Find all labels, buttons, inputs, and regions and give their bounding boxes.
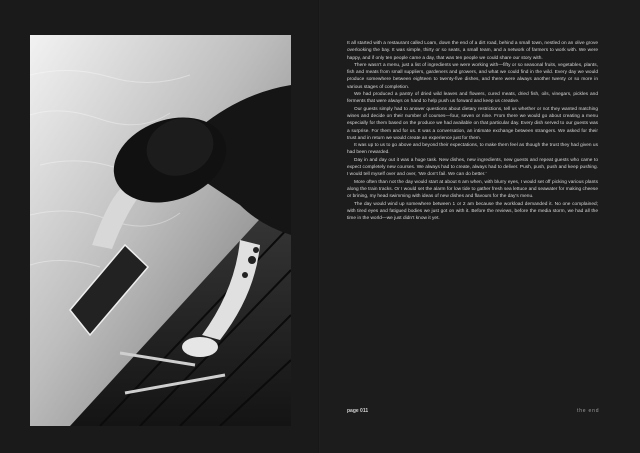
paragraph: Day in and day out it was a huge task. New dishes, new ingredients, new guests and repeat guests who came to expect completely new courses. We always had to create, always had to deliver. Push, push, push and keep pushing. I would tell myself over and over, ‘We don’t fail. We can do better.’ [347,157,598,178]
paragraph: The day would wind up somewhere between 1 or 2 am because the workload demanded it. No one complained; with tired eyes and fatigued bodies we just got on with it. Before the reviews, before the media storm, we had all the time in the world—we just didn’t know it yet. [347,201,598,222]
page-number: page 011 [347,408,369,414]
paragraph: We had produced a pantry of dried wild leaves and flowers, cured meats, dried fish, oils, vinegars, pickles and ferments that were always on hand to help push us forward and keep us creative. [347,92,598,105]
paragraph: It was up to us to go above and beyond their expectations, to make them feel as though the trust they had given us had been rewarded. [347,143,598,156]
paragraph: More often than not the day would start at about 6 am when, with blurry eyes, I would set off picking various plants along the train tracks. Or I would set the alarm for low tide to gather fresh sea lettuce and seawater for making cheese or brining, my head swimming with ideas of new dishes and flavours for the day’s menu. [347,179,598,200]
section-label: the end [577,408,600,414]
photo-man-washing-tray [30,35,291,426]
article-body [347,40,598,222]
paragraph: There wasn’t a menu, just a list of ingredients we were working with—fifty or so seasonal fruits, vegetables, plants, fish and meats from small suppliers, gardeners and growers, and what we could find in the wild. Every day we would produce somewhere between eighteen to twenty-five dishes, and there were always another twenty or so more in various stages of completion. [347,62,598,90]
paragraph: It all started with a restaurant called Loam, down the end of a dirt road, behind a small town, nestled on an olive grove overlooking the bay. It was simple, thirty or so seats, a small team, and a network of farmers to work with. We were happy, and if only ten people came a day, that was ten people we could share our story with. [347,41,598,61]
paragraph: Our guests simply had to answer questions about dietary restrictions, tell us whether or not they wanted matching wines and decide on their number of courses—four, seven or nine. From there we would go about creating a menu especially for them based on the produce we had available on that particular day. Every dish served to our guests was a surprise. For them and for us. It was a conversation, an intimate exchange between strangers. We asked for their trust and in return we would create an experience just for them. [347,106,598,141]
